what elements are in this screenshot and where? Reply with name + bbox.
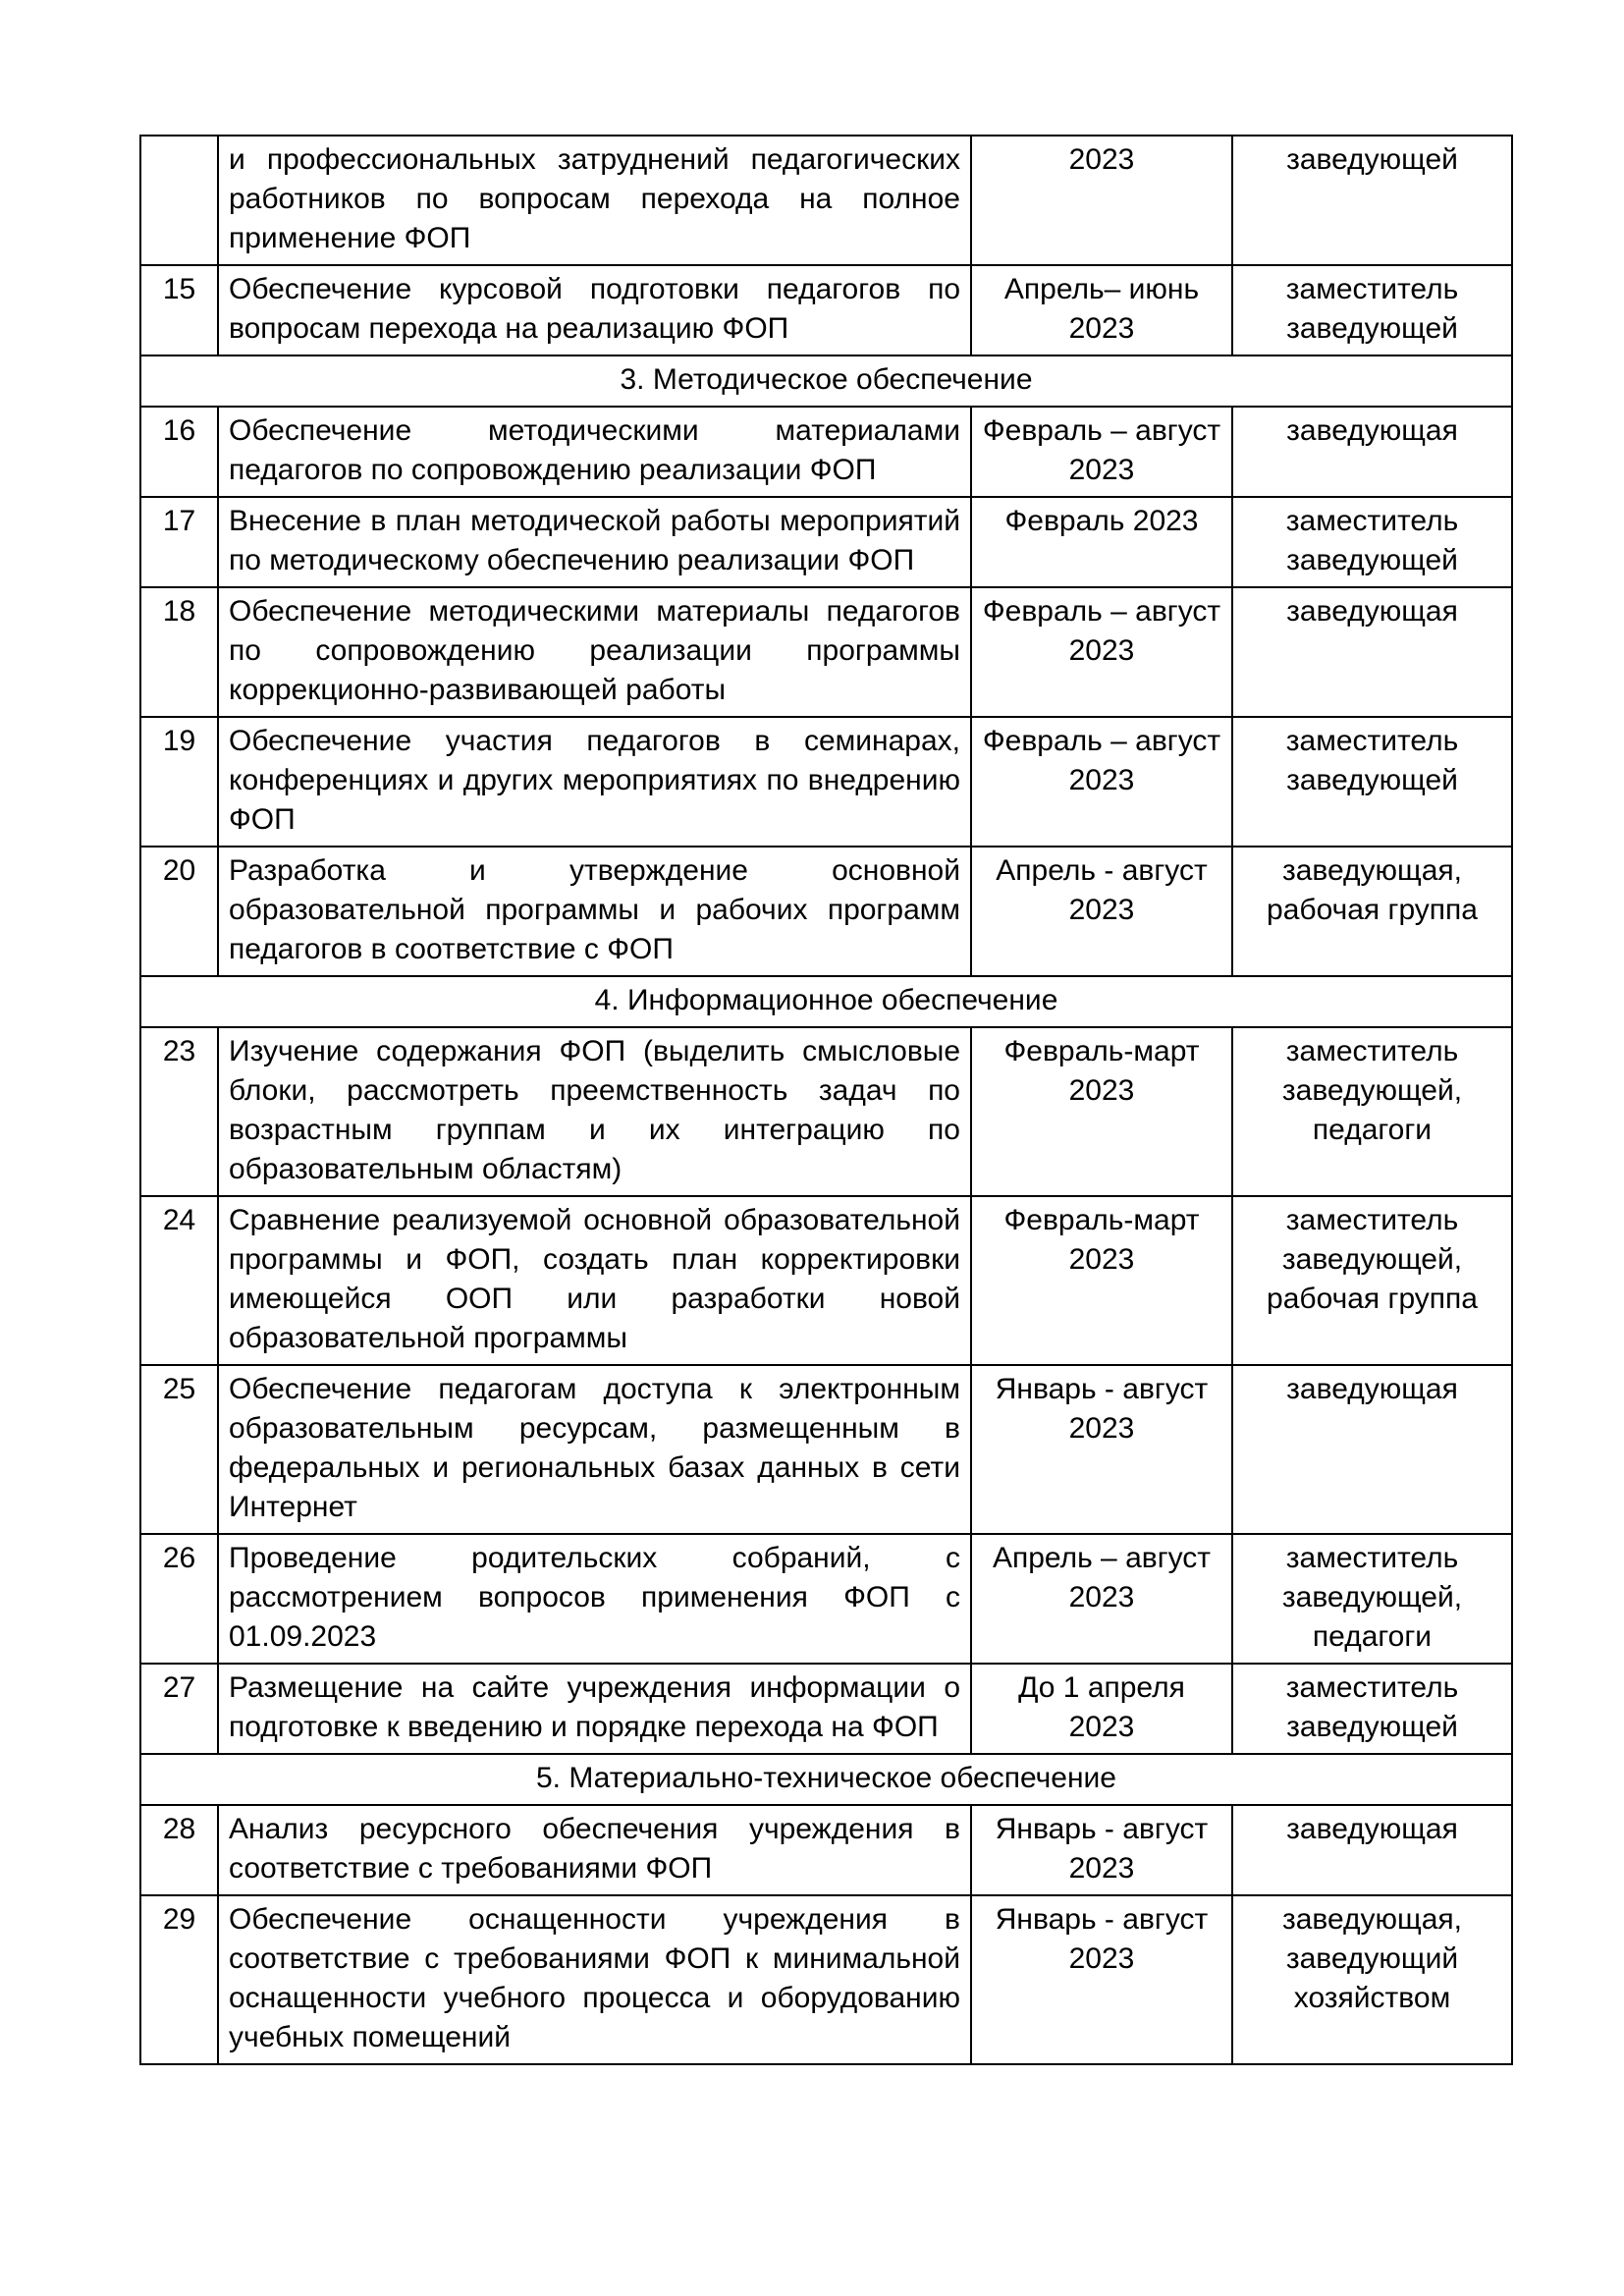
table-row: [140, 407, 1512, 497]
plan-table: [139, 135, 1513, 2065]
row-activity: Сравнение реализуемой основной образовательной программы и ФОП, создать план корректировки имеющейся ООП или разработки новой образовательной программы: [218, 1196, 971, 1365]
table-row: [140, 1365, 1512, 1534]
table-row: [140, 136, 1512, 265]
row-term: Апрель– июнь 2023: [971, 265, 1232, 355]
table-row: [140, 1196, 1512, 1365]
row-term: Февраль-март 2023: [971, 1196, 1232, 1365]
row-responsible: заведующая: [1232, 407, 1512, 497]
row-term: Январь - август 2023: [971, 1365, 1232, 1534]
row-responsible: заведующая: [1232, 1365, 1512, 1534]
row-activity: Размещение на сайте учреждения информации о подготовке к введению и порядке перехода на ФОП: [218, 1664, 971, 1754]
section-header-row: [140, 976, 1512, 1027]
row-term: До 1 апреля 2023: [971, 1664, 1232, 1754]
row-number: 27: [140, 1664, 218, 1754]
row-activity: Обеспечение участия педагогов в семинарах, конференциях и других мероприятиях по внедрению ФОП: [218, 717, 971, 847]
row-number: 23: [140, 1027, 218, 1196]
row-number: 29: [140, 1895, 218, 2064]
row-responsible: заместитель заведующей, рабочая группа: [1232, 1196, 1512, 1365]
row-responsible: заместитель заведующей: [1232, 717, 1512, 847]
table-row: [140, 497, 1512, 587]
table-row: [140, 847, 1512, 976]
table-row: [140, 265, 1512, 355]
row-term: Февраль – август 2023: [971, 717, 1232, 847]
row-responsible: заведующая: [1232, 587, 1512, 717]
section-title: 5. Материально-техническое обеспечение: [140, 1754, 1512, 1805]
row-number: 25: [140, 1365, 218, 1534]
row-number: [140, 136, 218, 265]
section-title: 4. Информационное обеспечение: [140, 976, 1512, 1027]
section-header-row: [140, 1754, 1512, 1805]
row-number: 18: [140, 587, 218, 717]
table-row: [140, 1664, 1512, 1754]
row-activity: Анализ ресурсного обеспечения учреждения в соответствие с требованиями ФОП: [218, 1805, 971, 1895]
row-activity: Обеспечение методическими материалами педагогов по сопровождению реализации ФОП: [218, 407, 971, 497]
table-row: [140, 587, 1512, 717]
row-activity: Разработка и утверждение основной образовательной программы и рабочих программ педагогов в соответствие с ФОП: [218, 847, 971, 976]
row-number: 20: [140, 847, 218, 976]
row-number: 15: [140, 265, 218, 355]
row-term: Январь - август 2023: [971, 1805, 1232, 1895]
row-responsible: заведующая: [1232, 1805, 1512, 1895]
row-responsible: заместитель заведующей: [1232, 1664, 1512, 1754]
row-activity: Обеспечение курсовой подготовки педагогов по вопросам перехода на реализацию ФОП: [218, 265, 971, 355]
row-number: 26: [140, 1534, 218, 1664]
row-term: Февраль – август 2023: [971, 587, 1232, 717]
table-row: [140, 1895, 1512, 2064]
row-activity: Обеспечение методическими материалы педагогов по сопровождению реализации программы коррекционно-развивающей работы: [218, 587, 971, 717]
section-title: 3. Методическое обеспечение: [140, 355, 1512, 407]
row-responsible: заведующей: [1232, 136, 1512, 265]
row-term: Февраль – август 2023: [971, 407, 1232, 497]
table-row: [140, 1534, 1512, 1664]
row-responsible: заведующая, заведующий хозяйством: [1232, 1895, 1512, 2064]
row-number: 16: [140, 407, 218, 497]
row-term: Февраль-март 2023: [971, 1027, 1232, 1196]
row-term: Апрель - август 2023: [971, 847, 1232, 976]
row-term: 2023: [971, 136, 1232, 265]
table-row: [140, 717, 1512, 847]
row-number: 28: [140, 1805, 218, 1895]
row-responsible: заместитель заведующей: [1232, 497, 1512, 587]
table-row: [140, 1027, 1512, 1196]
row-responsible: заместитель заведующей, педагоги: [1232, 1027, 1512, 1196]
row-responsible: заведующая, рабочая группа: [1232, 847, 1512, 976]
row-term: Февраль 2023: [971, 497, 1232, 587]
row-number: 24: [140, 1196, 218, 1365]
row-activity: Обеспечение педагогам доступа к электронным образовательным ресурсам, размещенным в федеральных и региональных базах данных в сети Интернет: [218, 1365, 971, 1534]
section-header-row: [140, 355, 1512, 407]
row-activity: Обеспечение оснащенности учреждения в соответствие с требованиями ФОП к минимальной оснащенности учебного процесса и оборудованию учебных помещений: [218, 1895, 971, 2064]
row-responsible: заместитель заведующей, педагоги: [1232, 1534, 1512, 1664]
table-row: [140, 1805, 1512, 1895]
row-number: 17: [140, 497, 218, 587]
row-activity: и профессиональных затруднений педагогических работников по вопросам перехода на полное применение ФОП: [218, 136, 971, 265]
row-term: Апрель – август 2023: [971, 1534, 1232, 1664]
row-activity: Внесение в план методической работы мероприятий по методическому обеспечению реализации ФОП: [218, 497, 971, 587]
row-activity: Изучение содержания ФОП (выделить смысловые блоки, рассмотреть преемственность задач по возрастным группам и их интеграцию по образовательным областям): [218, 1027, 971, 1196]
row-responsible: заместитель заведующей: [1232, 265, 1512, 355]
row-number: 19: [140, 717, 218, 847]
row-activity: Проведение родительских собраний, с рассмотрением вопросов применения ФОП с 01.09.2023: [218, 1534, 971, 1664]
row-term: Январь - август 2023: [971, 1895, 1232, 2064]
